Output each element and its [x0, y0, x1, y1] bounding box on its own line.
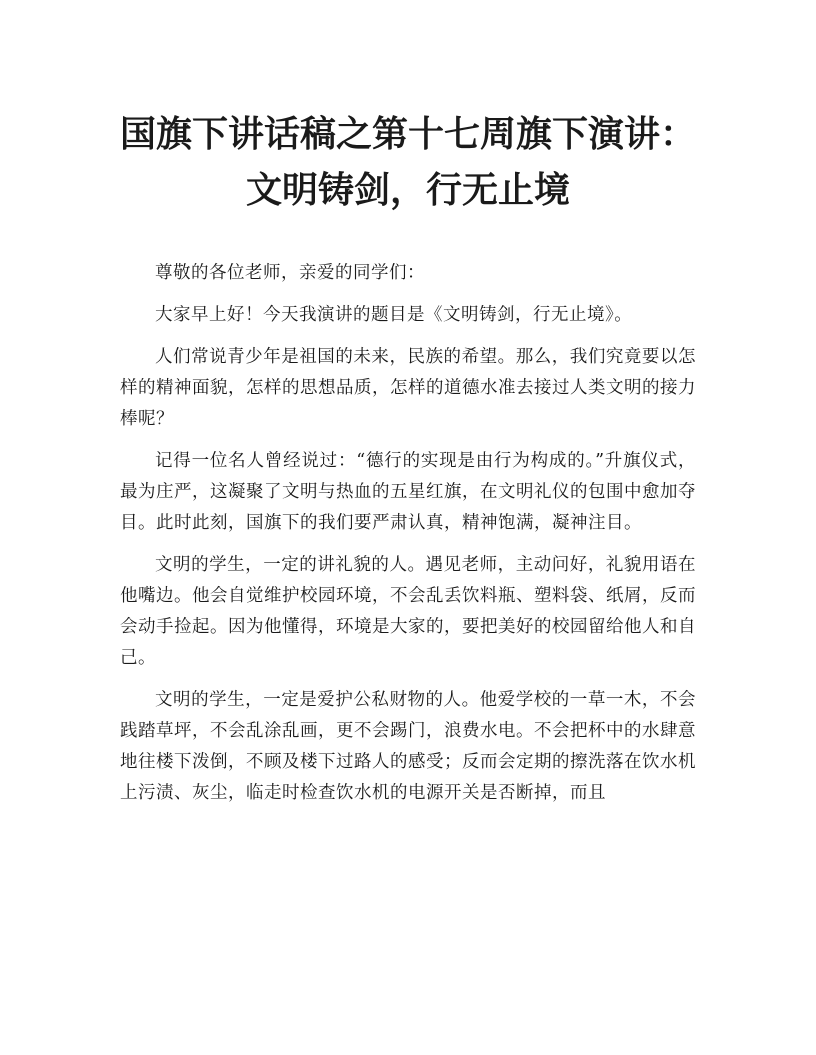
paragraph: 人们常说青少年是祖国的未来，民族的希望。那么，我们究竟要以怎样的精神面貌，怎样的思想品质，怎样的道德水准去接过人类文明的接力棒呢？ — [120, 347, 696, 429]
paragraph-intro: 大家早上好！今天我演讲的题目是《文明铸剑，行无止境》。 — [155, 305, 633, 325]
paragraph: 文明的学生，一定的讲礼貌的人。遇见老师，主动问好，礼貌用语在他嘴边。他会自觉维护校园环境，不会乱丢饮料瓶、塑料袋、纸屑，反而会动手捡起。因为他懂得，环境是大家的，要把美好的校园留给他人和自己。 — [120, 555, 696, 668]
document-body — [120, 258, 696, 820]
document-title: 国旗下讲话稿之第十七周旗下演讲：文明铸剑，行无止境 — [119, 113, 696, 211]
paragraph: 文明的学生，一定是爱护公私财物的人。他爱学校的一草一木，不会践踏草坪，不会乱涂乱画，更不会踢门，浪费水电。不会把杯中的水肆意地往楼下泼倒，不顾及楼下过路人的感受；反而会定期的擦洗落在饮水机上污渍、灰尘，临走时检查饮水机的电源开关是否断掉，而且 — [120, 690, 696, 803]
paragraph: 记得一位名人曾经说过：“德行的实现是由行为构成的。”升旗仪式，最为庄严，这凝聚了文明与热血的五星红旗，在文明礼仪的包围中愈加夺目。此时此刻，国旗下的我们要严肃认真，精神饱满，凝神注目。 — [120, 451, 696, 533]
paragraph-greeting: 尊敬的各位老师，亲爱的同学们： — [155, 263, 425, 283]
